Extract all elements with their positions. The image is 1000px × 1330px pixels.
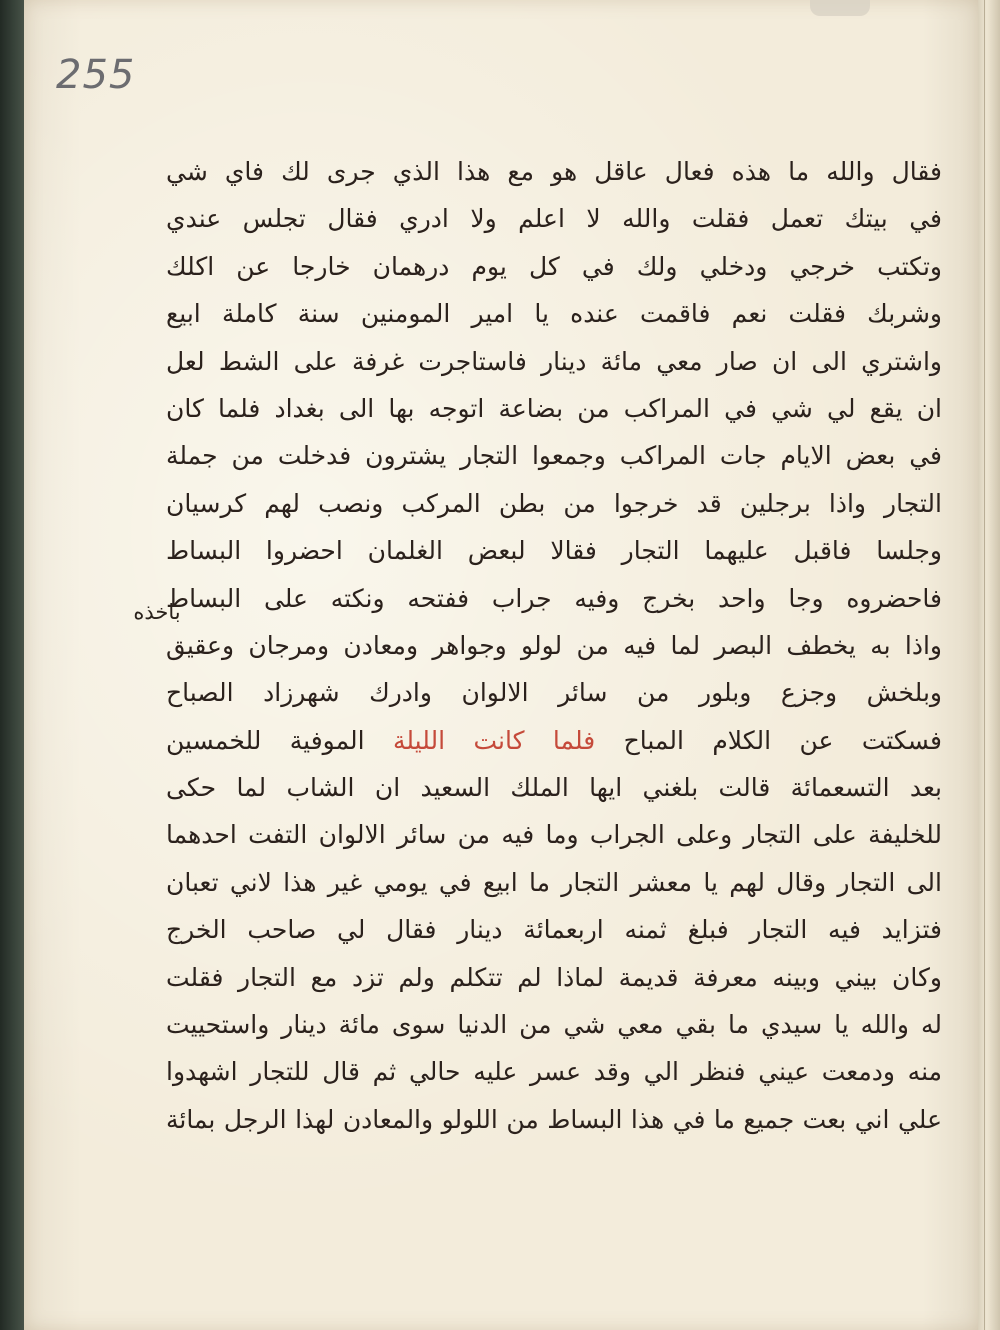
text-line: للخليفة على التجار وعلى الجراب وما فيه من سائر الالوان التفت احدهما — [166, 820, 942, 850]
line-text-after-rubric: الموفية للخمسين — [166, 725, 365, 755]
folio-number: 255 — [56, 52, 136, 98]
margin-note: باخذه — [133, 600, 181, 624]
text-line: منه ودمعت عيني فنظر الي وقد عسر عليه حالي ثم قال للتجار اشهدوا — [166, 1057, 942, 1087]
text-line: وشربك فقلت نعم فاقمت عنده يا امير المومنين سنة كاملة ابيع — [166, 299, 942, 329]
text-line: وكان بيني وبينه معرفة قديمة لماذا لم تتكلم ولم تزد مع التجار فقلت — [166, 962, 942, 992]
text-line: التجار واذا برجلين قد خرجوا من بطن المركب ونصب لهم كرسيان — [166, 488, 942, 518]
text-line: واشتري الى ان صار معي مائة دينار فاستاجرت غرفة على الشط لعل — [166, 346, 942, 376]
text-line: واذا به يخطف البصر لما فيه من لولو وجواهر ومعادن ومرجان وعقيق — [166, 630, 942, 660]
text-line: في بيتك تعمل فقلت والله لا اعلم ولا ادري فقال تجلس عندي — [166, 204, 942, 234]
text-line: وتكتب خرجي ودخلي ولك في كل يوم درهمان خارجا عن اكلك — [166, 251, 942, 281]
clip-mark — [810, 0, 870, 16]
binding-gutter — [0, 0, 26, 1330]
text-line: علي اني بعت جميع ما في هذا البساط من اللولو والمعادن لهذا الرجل بمائة — [166, 1104, 942, 1134]
text-block — [166, 148, 942, 1143]
line-text-before-rubric: فسكتت عن الكلام المباح — [623, 725, 942, 755]
text-line: وجلسا فاقبل عليهما التجار فقالا لبعض الغلمان احضروا البساط — [166, 536, 942, 566]
text-line: فتزايد فيه التجار فبلغ ثمنه اربعمائة دينار فقال لي صاحب الخرج — [166, 915, 942, 945]
page-edge — [978, 0, 1000, 1330]
rubric-heading: فلما كانت الليلة — [393, 725, 596, 755]
text-line: ان يقع لي شي في المراكب من بضاعة اتوجه بها الى بغداد فلما كان — [166, 393, 942, 423]
text-line: وبلخش وجزع وبلور من سائر الالوان وادرك شهرزاد الصباح — [166, 678, 942, 708]
text-line: بعد التسعمائة قالت بلغني ايها الملك السعيد ان الشاب لما حكى — [166, 773, 942, 803]
text-line: له والله يا سيدي ما بقي معي شي من الدنيا سوى مائة دينار واستحييت — [166, 1010, 942, 1040]
text-line: في بعض الايام جات المراكب وجمعوا التجار يشترون فدخلت من جملة — [166, 441, 942, 471]
text-line: الى التجار وقال لهم يا معشر التجار ما ابيع في يومي غير هذا لاني تعبان — [166, 867, 942, 897]
text-line: فاحضروه وجا واحد بخرج وفيه جراب ففتحه ونكته على البساط — [166, 583, 942, 613]
text-line-with-rubric — [166, 717, 942, 764]
text-line: فقال والله ما هذه فعال عاقل هو مع هذا الذي جرى لك فاي شي — [166, 157, 942, 186]
